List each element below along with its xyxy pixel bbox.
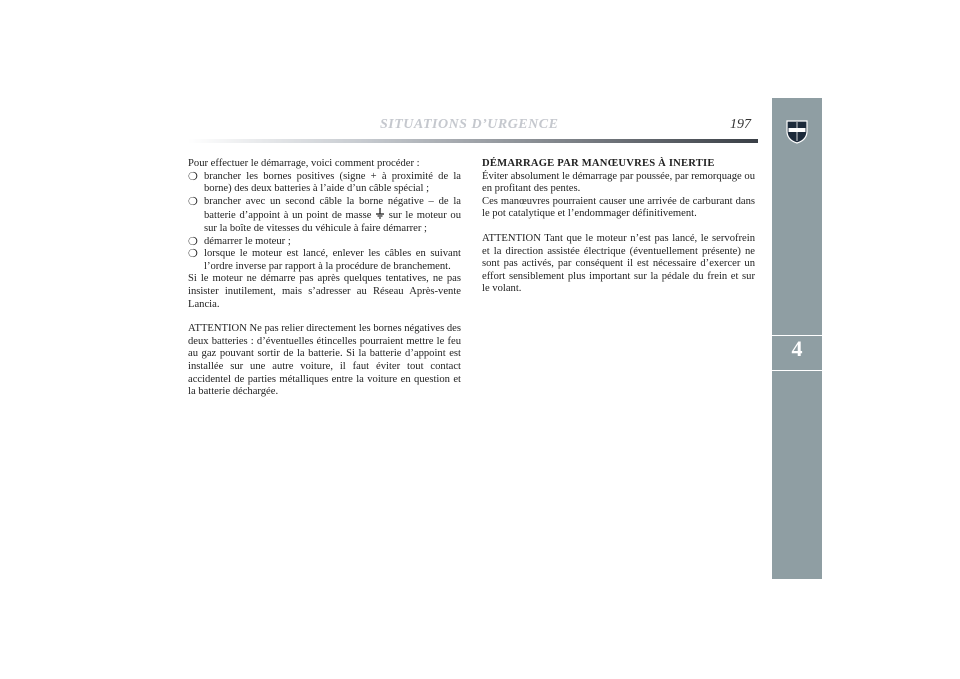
- step-text: démarrer le moteur ;: [204, 235, 291, 247]
- no-start-paragraph: Si le moteur ne démarre pas après quelques tentatives, ne pas insister inutilement, mais s’adresser au Réseau Après-vente Lancia.: [188, 273, 461, 310]
- inertia-paragraph-1: Éviter absolument le démarrage par poussée, par remorquage ou en profitant des pentes.: [482, 170, 755, 195]
- bullet-marker: ❍: [188, 235, 198, 248]
- chapter-number: 4: [791, 336, 803, 361]
- chapter-side-tab[interactable]: [772, 98, 822, 579]
- list-item: [188, 236, 461, 249]
- header-rule: [188, 139, 758, 143]
- step-text: brancher les bornes positives (signe + à proximité de la borne) des deux batteries à l’aide d’un câble spécial ;: [204, 170, 461, 195]
- steps-list: [188, 171, 461, 274]
- bullet-marker: ❍: [188, 170, 198, 183]
- paragraph-gap: [188, 311, 461, 323]
- side-tab-divider-bottom: [772, 370, 822, 371]
- left-column: [188, 158, 461, 399]
- attention-warning-left: ATTENTION Ne pas relier directement les bornes négatives des deux batteries : d’éventuelles étincelles pourraient mettre le feu au gaz pouvant sortir de la batterie. Si la batterie d’appoint est installée sur une autre voiture, il faut éviter tout contact accidentel de parties métalliques entre la voiture en question et la batterie déchargée.: [188, 323, 461, 398]
- step-text: brancher avec un second câble la borne négative – de la batterie d’appoint à un point de masse: [204, 195, 461, 222]
- right-column: [482, 158, 755, 296]
- step-text-suffix: sur le moteur ou sur la boîte de vitesses du véhicule à faire démarrer ;: [204, 210, 462, 234]
- bullet-marker: ❍: [188, 195, 198, 208]
- lancia-logo-icon: [785, 118, 809, 144]
- intro-text: Pour effectuer le démarrage, voici comment procéder :: [188, 158, 420, 169]
- attention-warning-right: ATTENTION Tant que le moteur n’est pas lancé, le servofrein et la direction assistée électrique (éventuellement présente) ne sont pas activés, par conséquent il est nécessaire d’exercer un effort sensiblement plus important sur la pédale du frein et sur le volant.: [482, 232, 755, 295]
- page-number: 197: [730, 117, 751, 132]
- inertia-paragraph-2: Ces manœuvres pourraient causer une arrivée de carburant dans le pot catalytique et l’endommager définitivement.: [482, 195, 755, 220]
- step-text: lorsque le moteur est lancé, enlever les câbles en suivant l’ordre inverse par rapport à la procédure de branchement.: [204, 248, 461, 272]
- list-item: [188, 248, 461, 273]
- list-item: [188, 196, 461, 236]
- ground-symbol-icon: [375, 208, 385, 219]
- paragraph-gap: [482, 221, 755, 233]
- bullet-marker: ❍: [188, 248, 198, 261]
- section-heading: DÉMARRAGE PAR MANŒUVRES À INERTIE: [482, 158, 715, 169]
- list-item: [188, 171, 461, 196]
- header-title: SITUATIONS D’URGENCE: [380, 117, 559, 132]
